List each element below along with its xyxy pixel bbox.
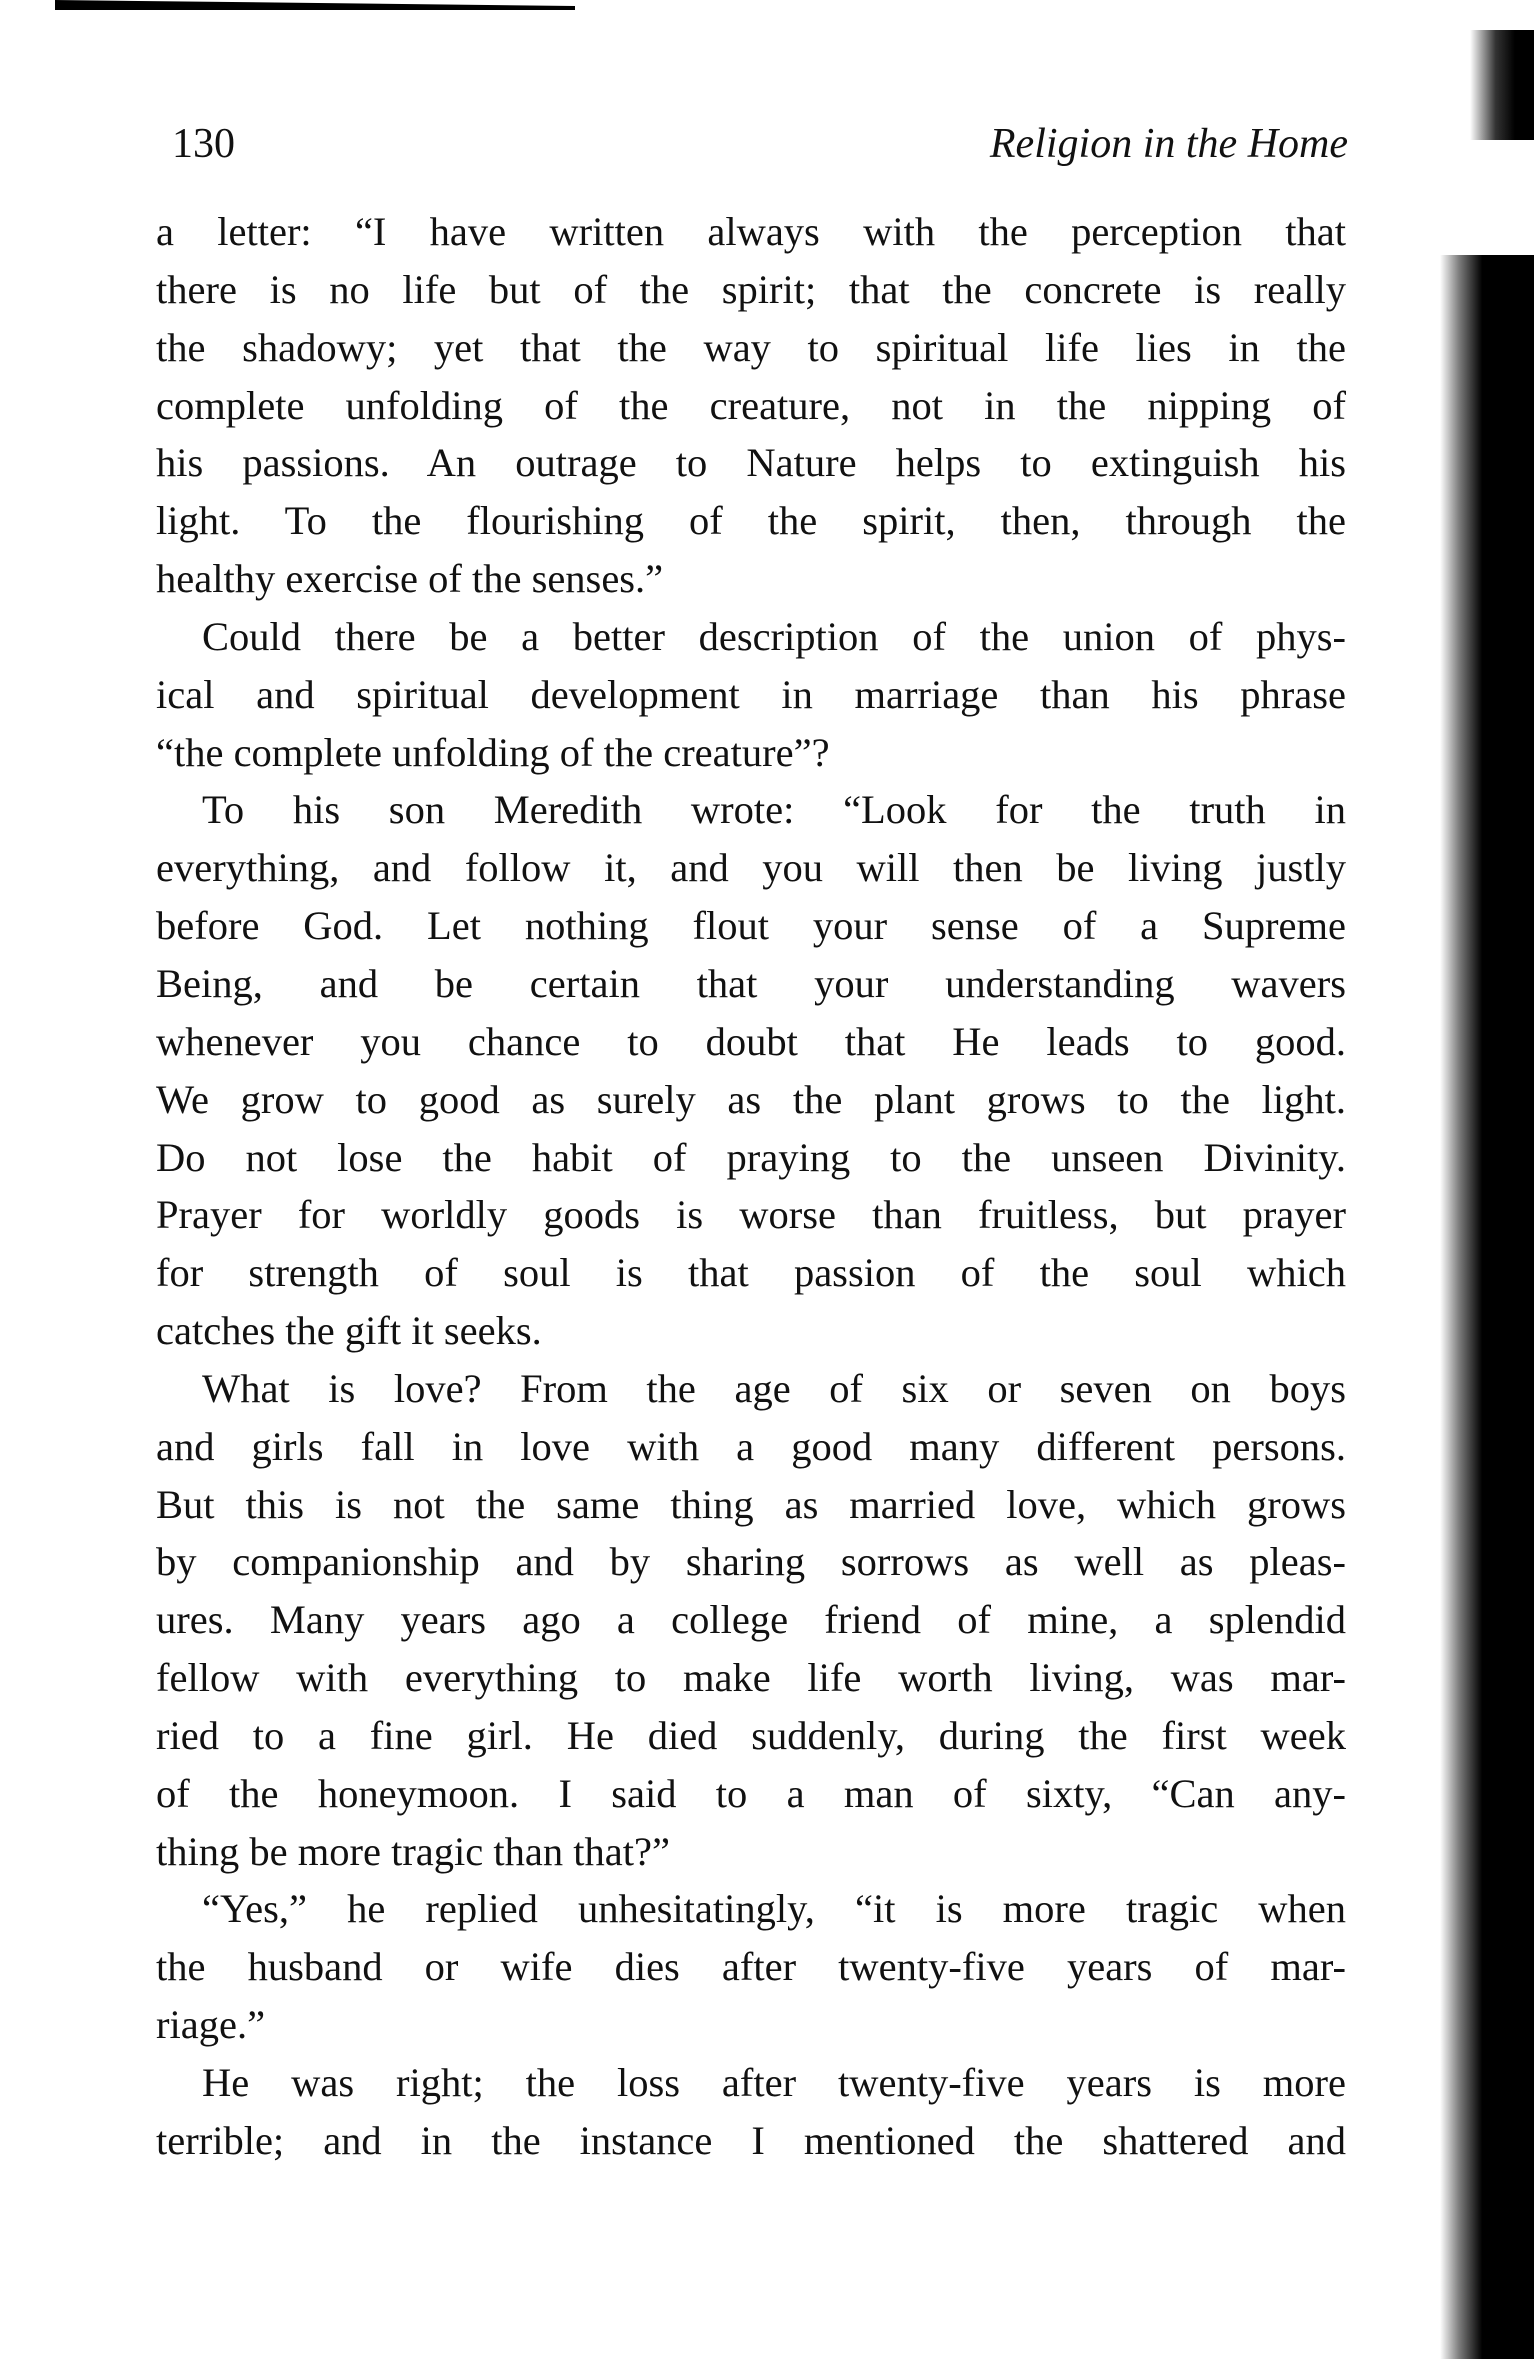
- text-line: We grow to good as surely as the plant grows to the light.: [156, 1076, 1346, 1122]
- text-line: catches the gift it seeks.: [156, 1308, 542, 1354]
- text-line: ical and spiritual development in marriage than his phrase: [156, 671, 1346, 717]
- running-title: Religion in the Home: [989, 121, 1348, 167]
- text-line: whenever you chance to doubt that He leads to good.: [156, 1018, 1346, 1064]
- text-line: Could there be a better description of the union of phys-: [202, 613, 1346, 659]
- text-line: everything, and follow it, and you will then be living justly: [156, 845, 1346, 891]
- text-line: riage.”: [156, 2002, 266, 2048]
- text-line: “Yes,” he replied unhesitatingly, “it is more tragic when: [202, 1886, 1346, 1932]
- text-line: ried to a fine girl. He died suddenly, during the first week: [156, 1712, 1346, 1758]
- text-line: healthy exercise of the senses.”: [156, 556, 664, 602]
- text-line: Do not lose the habit of praying to the unseen Divinity.: [156, 1134, 1346, 1180]
- text-line: He was right; the loss after twenty-five years is more: [202, 2060, 1346, 2105]
- text-line: the husband or wife dies after twenty-five years of mar-: [156, 1944, 1346, 1990]
- text-line: the shadowy; yet that the way to spiritual life lies in the: [156, 324, 1346, 370]
- text-line: But this is not the same thing as married love, which grows: [156, 1481, 1346, 1527]
- scan-shadow-right-gutter: [1440, 255, 1534, 2359]
- text-line: light. To the flourishing of the spirit, then, through the: [156, 498, 1346, 544]
- text-line: fellow with everything to make life worth living, was mar-: [156, 1655, 1346, 1701]
- text-line: for strength of soul is that passion of the soul which: [156, 1250, 1346, 1296]
- body-text: [156, 203, 1346, 2170]
- text-line: complete unfolding of the creature, not in the nipping of: [156, 382, 1346, 428]
- scan-shadow-top-right: [1470, 30, 1534, 140]
- text-line: thing be more tragic than that?”: [156, 1828, 670, 1874]
- text-line: his passions. An outrage to Nature helps to extinguish his: [156, 440, 1346, 486]
- text-line: before God. Let nothing flout your sense of a Supreme: [156, 903, 1346, 949]
- text-line: Prayer for worldly goods is worse than fruitless, but prayer: [156, 1192, 1346, 1238]
- page-number: 130: [172, 121, 235, 167]
- text-line: by companionship and by sharing sorrows as well as pleas-: [156, 1539, 1346, 1585]
- page-header: [172, 120, 1348, 176]
- text-line: and girls fall in love with a good many different persons.: [156, 1423, 1346, 1469]
- text-line: What is love? From the age of six or seven on boys: [202, 1365, 1346, 1411]
- text-line: “the complete unfolding of the creature”?: [156, 729, 830, 775]
- scan-edge-top: [55, 0, 575, 10]
- text-line: there is no life but of the spirit; that the concrete is really: [156, 266, 1346, 312]
- text-line: ures. Many years ago a college friend of mine, a splendid: [156, 1597, 1346, 1643]
- text-line: of the honeymoon. I said to a man of sixty, “Can any-: [156, 1770, 1346, 1816]
- text-line: To his son Meredith wrote: “Look for the truth in: [202, 787, 1346, 833]
- text-line: Being, and be certain that your understanding wavers: [156, 960, 1346, 1006]
- text-line: terrible; and in the instance I mentioned the shattered and: [156, 2117, 1346, 2163]
- text-line: a letter: “I have written always with the perception that: [156, 209, 1346, 254]
